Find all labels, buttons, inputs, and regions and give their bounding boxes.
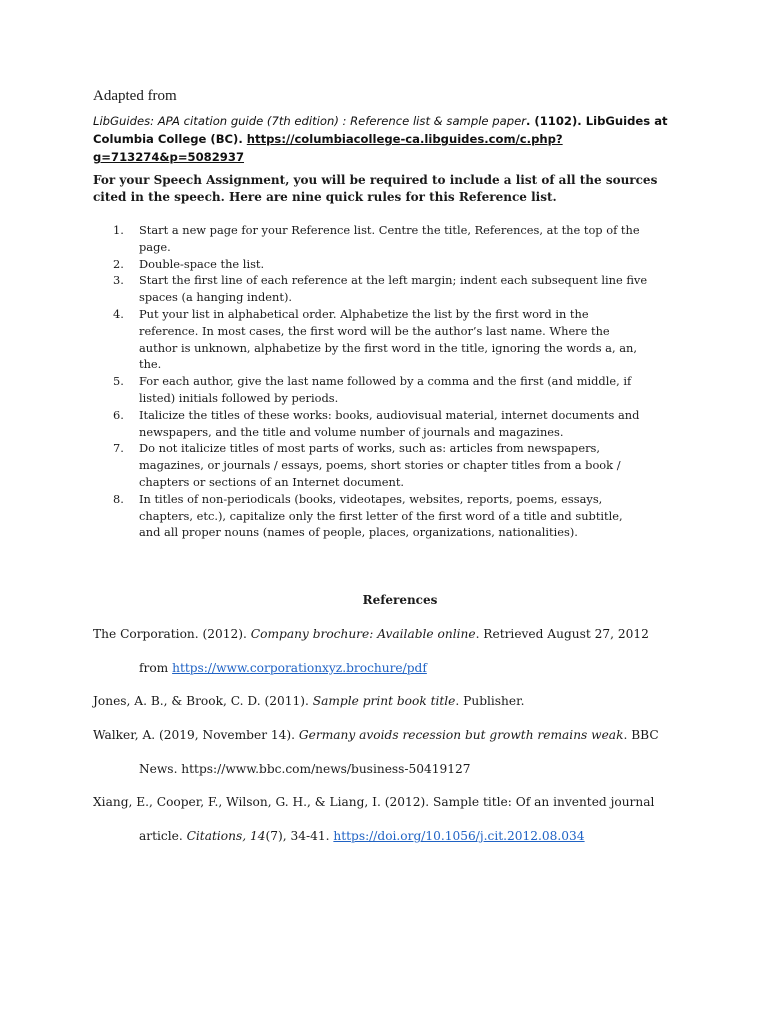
rule-number: 2. <box>113 256 124 271</box>
rule-line: magazines, or journals / essays, poems, short stories or chapter titles from a book / <box>139 458 621 473</box>
rule-number: 5. <box>113 374 124 389</box>
ref-title: Germany avoids recession but growth remains weak <box>298 728 624 742</box>
rule-line: the. <box>139 357 162 372</box>
rule-number: 6. <box>113 407 124 422</box>
rule-number: 7. <box>113 441 124 456</box>
ref-detail: . Retrieved August 27, 2012 <box>475 627 649 641</box>
rule-line: Put your list in alphabetical order. Alphabetize the list by the first word in the <box>139 306 589 321</box>
ref-continuation <box>139 660 427 677</box>
reference-entry-jones <box>93 693 693 710</box>
rule-item <box>93 491 683 541</box>
citation-publisher-1: . (1102). LibGuides at <box>525 114 668 128</box>
rule-item <box>93 256 683 273</box>
references-heading: References <box>362 593 438 607</box>
ref-detail: . BBC <box>623 728 659 742</box>
citation-publisher-2: Columbia College (BC). <box>93 132 247 146</box>
rule-item <box>93 407 683 441</box>
rule-item <box>93 222 683 256</box>
intro-line-2: cited in the speech. Here are nine quick rules for this Reference list. <box>93 190 557 204</box>
ref-continuation: News. https://www.bbc.com/news/business-50419127 <box>139 762 471 776</box>
rule-line: chapters or sections of an Internet document. <box>139 474 405 489</box>
rule-line: newspapers, and the title and volume number of journals and magazines. <box>139 424 564 439</box>
source-citation <box>93 112 693 166</box>
ref-author-title: Xiang, E., Cooper, F., Wilson, G. H., & Liang, I. (2012). Sample title: Of an invented journal <box>93 795 655 809</box>
reference-entry-walker <box>93 727 693 776</box>
ref-article-label: article. <box>139 829 187 843</box>
rule-line: Do not italicize titles of most parts of works, such as: articles from newspapers, <box>139 441 600 456</box>
reference-entry-xiang <box>93 794 693 843</box>
rule-number: 4. <box>113 306 124 321</box>
reference-entry-corporation <box>93 626 693 675</box>
rule-line: Double-space the list. <box>139 256 265 271</box>
rule-line: listed) initials followed by periods. <box>139 390 339 405</box>
rule-line: In titles of non-periodicals (books, videotapes, websites, reports, poems, essays, <box>139 491 603 506</box>
ref-from-label: from <box>139 661 173 675</box>
rule-line: reference. In most cases, the first word will be the author’s last name. Where the <box>139 323 610 338</box>
rule-line: chapters, etc.), capitalize only the first letter of the first word of a title and subtitle, <box>139 508 623 523</box>
ref-title: Sample print book title <box>312 694 456 708</box>
rule-line: Start the first line of each reference at the left margin; indent each subsequent line five <box>139 273 648 288</box>
rule-line: Italicize the titles of these works: books, audiovisual material, internet documents and <box>139 407 640 422</box>
ref-author-date: Jones, A. B., & Brook, C. D. (2011). <box>93 694 313 708</box>
citation-url-link[interactable]: https://columbiacollege-ca.libguides.com/c.php?g=713274&p=5082937 <box>93 132 563 164</box>
ref-continuation <box>139 828 585 845</box>
ref-url-link[interactable]: https://www.corporationxyz.brochure/pdf <box>172 661 427 675</box>
ref-issue-pages: (7), 34-41. <box>265 829 334 843</box>
rule-line: author is unknown, alphabetize by the first word in the title, ignoring the words a, an, <box>139 340 637 355</box>
ref-author-date: Walker, A. (2019, November 14). <box>93 728 299 742</box>
intro-line-1: For your Speech Assignment, you will be required to include a list of all the sources <box>93 173 658 187</box>
rule-item <box>93 440 683 490</box>
ref-title: Company brochure: Available online <box>250 627 476 641</box>
rule-line: Start a new page for your Reference list. Centre the title, References, at the top of the <box>139 223 640 237</box>
rule-number: 1. <box>113 223 124 237</box>
rule-item <box>93 373 683 407</box>
rule-line: page. <box>139 239 171 254</box>
rule-item <box>93 306 683 373</box>
rule-line: spaces (a hanging indent). <box>139 290 293 305</box>
ref-doi-link[interactable]: https://doi.org/10.1056/j.cit.2012.08.034 <box>333 829 585 843</box>
intro-paragraph <box>93 172 683 206</box>
citation-title: LibGuides: APA citation guide (7th edition) : Reference list & sample paper <box>93 114 526 128</box>
ref-detail: . Publisher. <box>455 694 525 708</box>
ref-author-date: The Corporation. (2012). <box>93 627 251 641</box>
rule-number: 8. <box>113 491 124 506</box>
rule-line: and all proper nouns (names of people, places, organizations, nationalities). <box>139 525 578 540</box>
rule-line: For each author, give the last name followed by a comma and the first (and middle, if <box>139 374 632 389</box>
rule-number: 3. <box>113 273 124 288</box>
rule-item <box>93 272 683 306</box>
ref-journal: Citations, 14 <box>186 829 266 843</box>
adapted-from-label: Adapted from <box>93 88 177 104</box>
rules-list <box>93 222 683 541</box>
